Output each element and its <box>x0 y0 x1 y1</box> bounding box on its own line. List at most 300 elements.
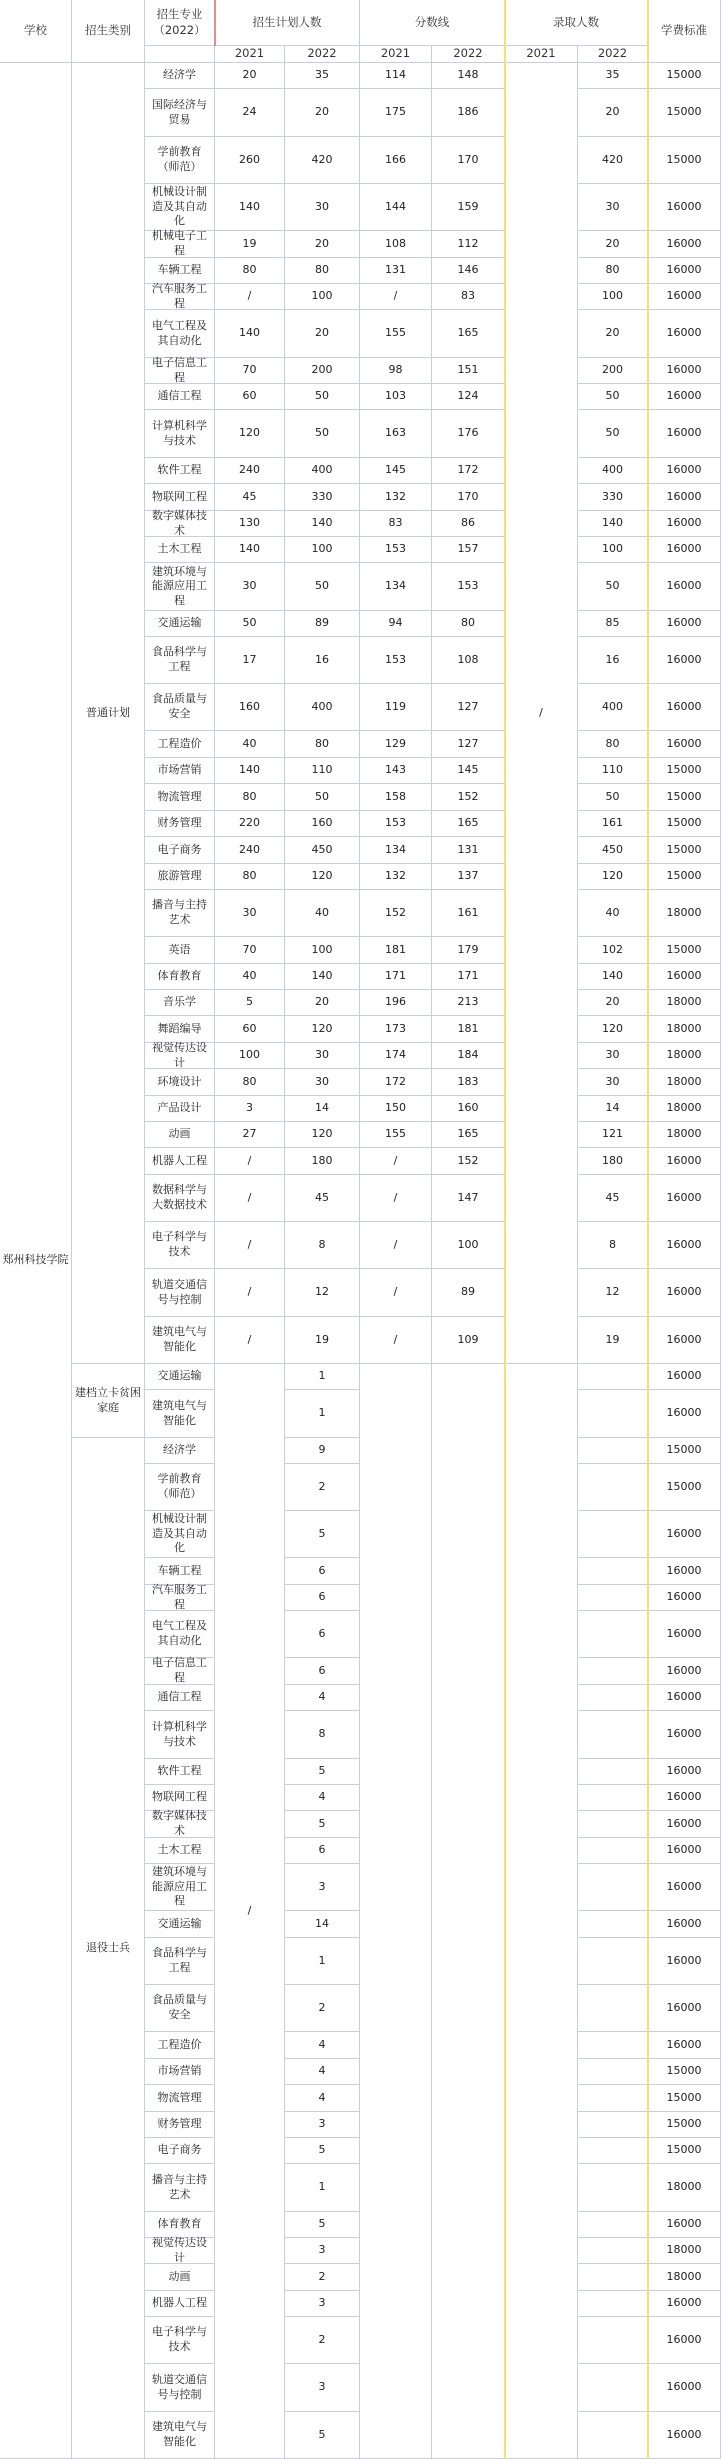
major-cell: 市场营销 <box>145 2059 215 2085</box>
major-cell: 音乐学 <box>145 990 215 1016</box>
major-cell: 汽车服务工程 <box>145 1585 215 1611</box>
category-cell: 普通计划 <box>72 63 145 1364</box>
score-2021-cell: 153 <box>360 811 432 837</box>
fee-cell: 16000 <box>648 184 721 231</box>
admit-2022-empty-cell <box>578 1558 648 1585</box>
plan-2022-cell: 120 <box>285 1122 360 1148</box>
score-2022-cell: 127 <box>432 684 505 731</box>
header-major-blank <box>145 46 215 63</box>
score-2022-cell: 109 <box>432 1317 505 1364</box>
admit-2021-special-merged-cell <box>505 1364 578 2459</box>
fee-cell: 16000 <box>648 1269 721 1317</box>
school-name-cell: 郑州科技学院 <box>0 63 72 2459</box>
admit-2022-cell: 400 <box>578 684 648 731</box>
plan-2022-cell: 5 <box>285 1759 360 1785</box>
admit-2022-cell: 40 <box>578 890 648 937</box>
plan-2022-cell: 3 <box>285 2291 360 2317</box>
admit-2022-cell: 400 <box>578 458 648 484</box>
admit-2022-empty-cell <box>578 2085 648 2112</box>
major-cell: 机械电子工程 <box>145 231 215 258</box>
plan-2022-cell: 5 <box>285 1811 360 1838</box>
fee-cell: 18000 <box>648 1096 721 1122</box>
plan-2022-cell: 400 <box>285 458 360 484</box>
fee-cell: 15000 <box>648 811 721 837</box>
admit-2022-cell: 30 <box>578 1043 648 1069</box>
major-cell: 软件工程 <box>145 1759 215 1785</box>
admit-2022-empty-cell <box>578 1759 648 1785</box>
score-2022-cell: 186 <box>432 89 505 137</box>
major-cell: 物流管理 <box>145 784 215 811</box>
score-2022-cell: 86 <box>432 511 505 537</box>
admit-2022-cell: 30 <box>578 1069 648 1096</box>
score-2022-cell: 137 <box>432 864 505 890</box>
fee-cell: 15000 <box>648 1464 721 1511</box>
admit-2022-cell: 120 <box>578 1016 648 1043</box>
plan-2021-cell: 260 <box>215 137 285 184</box>
plan-2022-cell: 40 <box>285 890 360 937</box>
plan-2021-cell: 50 <box>215 611 285 637</box>
admit-2022-empty-cell <box>578 1785 648 1811</box>
score-2021-cell: / <box>360 1269 432 1317</box>
major-cell: 交通运输 <box>145 1364 215 1390</box>
plan-2021-cell: 3 <box>215 1096 285 1122</box>
plan-2022-cell: 5 <box>285 2412 360 2459</box>
fee-cell: 16000 <box>648 358 721 384</box>
admit-2022-cell: 8 <box>578 1222 648 1269</box>
fee-cell: 16000 <box>648 458 721 484</box>
admit-2022-empty-cell <box>578 1864 648 1911</box>
fee-cell: 16000 <box>648 1585 721 1611</box>
major-cell: 视觉传达设计 <box>145 2238 215 2264</box>
plan-2022-cell: 6 <box>285 1611 360 1658</box>
score-2021-cell: 83 <box>360 511 432 537</box>
fee-cell: 16000 <box>648 1390 721 1438</box>
major-cell: 机械设计制造及其自动化 <box>145 184 215 231</box>
admit-2022-cell: 16 <box>578 637 648 684</box>
admit-2022-cell: 420 <box>578 137 648 184</box>
plan-2022-cell: 5 <box>285 1511 360 1558</box>
plan-2022-cell: 50 <box>285 410 360 458</box>
plan-2021-cell: 140 <box>215 184 285 231</box>
plan-2022-cell: 30 <box>285 1069 360 1096</box>
fee-cell: 16000 <box>648 731 721 758</box>
admit-2022-cell: 19 <box>578 1317 648 1364</box>
score-2022-cell: 83 <box>432 284 505 310</box>
fee-cell: 18000 <box>648 1043 721 1069</box>
score-2022-cell: 131 <box>432 837 505 864</box>
admit-2022-cell: 50 <box>578 563 648 611</box>
admit-2022-empty-cell <box>578 1464 648 1511</box>
plan-2022-cell: 20 <box>285 231 360 258</box>
plan-2021-cell: 140 <box>215 537 285 563</box>
plan-2022-cell: 100 <box>285 537 360 563</box>
plan-2022-cell: 8 <box>285 1222 360 1269</box>
fee-cell: 16000 <box>648 2291 721 2317</box>
admit-2022-empty-cell <box>578 1685 648 1711</box>
major-cell: 体育教育 <box>145 2212 215 2238</box>
plan-2022-cell: 160 <box>285 811 360 837</box>
plan-2021-cell: / <box>215 284 285 310</box>
fee-cell: 16000 <box>648 1317 721 1364</box>
score-2022-cell: 151 <box>432 358 505 384</box>
plan-2021-cell: 140 <box>215 758 285 784</box>
plan-2022-cell: 8 <box>285 1711 360 1759</box>
major-cell: 建筑电气与智能化 <box>145 1317 215 1364</box>
score-2022-cell: 179 <box>432 937 505 964</box>
major-cell: 播音与主持艺术 <box>145 2164 215 2212</box>
score-2021-cell: 94 <box>360 611 432 637</box>
fee-cell: 16000 <box>648 637 721 684</box>
plan-2021-cell: 70 <box>215 358 285 384</box>
plan-2022-cell: 400 <box>285 684 360 731</box>
fee-cell: 15000 <box>648 2059 721 2085</box>
score-2021-special-merged-cell <box>360 1364 432 2459</box>
score-2021-cell: 174 <box>360 1043 432 1069</box>
major-cell: 工程造价 <box>145 2032 215 2059</box>
plan-2022-cell: 19 <box>285 1317 360 1364</box>
admit-2022-cell: 20 <box>578 990 648 1016</box>
major-cell: 电子科学与技术 <box>145 2317 215 2364</box>
admit-2022-empty-cell <box>578 2291 648 2317</box>
score-2022-cell: 80 <box>432 611 505 637</box>
admit-2022-empty-cell <box>578 2317 648 2364</box>
major-cell: 学前教育（师范） <box>145 1464 215 1511</box>
score-2021-cell: / <box>360 1317 432 1364</box>
plan-2022-cell: 450 <box>285 837 360 864</box>
fee-cell: 16000 <box>648 1175 721 1222</box>
plan-2021-cell: 20 <box>215 63 285 89</box>
plan-2022-cell: 1 <box>285 2164 360 2212</box>
plan-2022-cell: 100 <box>285 937 360 964</box>
major-cell: 通信工程 <box>145 1685 215 1711</box>
score-2021-cell: / <box>360 1175 432 1222</box>
plan-2021-cell: 130 <box>215 511 285 537</box>
major-cell: 电气工程及其自动化 <box>145 310 215 358</box>
fee-cell: 16000 <box>648 310 721 358</box>
score-2021-cell: 175 <box>360 89 432 137</box>
plan-2022-cell: 14 <box>285 1096 360 1122</box>
score-2022-cell: 153 <box>432 563 505 611</box>
plan-2022-cell: 80 <box>285 258 360 284</box>
plan-2022-cell: 89 <box>285 611 360 637</box>
admit-2022-cell: 50 <box>578 410 648 458</box>
score-2022-cell: 176 <box>432 410 505 458</box>
major-cell: 车辆工程 <box>145 1558 215 1585</box>
admit-2022-empty-cell <box>578 2138 648 2164</box>
major-cell: 机器人工程 <box>145 1148 215 1175</box>
admit-2022-cell: 85 <box>578 611 648 637</box>
plan-2021-cell: 5 <box>215 990 285 1016</box>
admit-2022-empty-cell <box>578 2212 648 2238</box>
admit-2022-empty-cell <box>578 2164 648 2212</box>
fee-cell: 16000 <box>648 537 721 563</box>
plan-2021-cell: 240 <box>215 837 285 864</box>
plan-2022-cell: 20 <box>285 310 360 358</box>
score-2021-cell: 132 <box>360 484 432 511</box>
fee-cell: 18000 <box>648 890 721 937</box>
admit-2022-empty-cell <box>578 1511 648 1558</box>
score-2021-cell: 181 <box>360 937 432 964</box>
score-2021-cell: 196 <box>360 990 432 1016</box>
major-cell: 数字媒体技术 <box>145 511 215 537</box>
score-2021-cell: 119 <box>360 684 432 731</box>
score-2022-cell: 181 <box>432 1016 505 1043</box>
admit-2022-cell: 45 <box>578 1175 648 1222</box>
major-cell: 计算机科学与技术 <box>145 1711 215 1759</box>
fee-cell: 16000 <box>648 484 721 511</box>
major-cell: 建筑环境与能源应用工程 <box>145 563 215 611</box>
admit-2022-cell: 12 <box>578 1269 648 1317</box>
plan-2021-cell: / <box>215 1222 285 1269</box>
category-cell: 退役士兵 <box>72 1438 145 2459</box>
score-2021-cell: 132 <box>360 864 432 890</box>
score-2021-cell: 158 <box>360 784 432 811</box>
header-year-2022: 2022 <box>285 46 360 63</box>
major-cell: 经济学 <box>145 63 215 89</box>
plan-2021-cell: 45 <box>215 484 285 511</box>
major-cell: 经济学 <box>145 1438 215 1464</box>
plan-2021-cell: / <box>215 1175 285 1222</box>
score-2021-cell: 163 <box>360 410 432 458</box>
plan-2021-cell: 70 <box>215 937 285 964</box>
score-2021-cell: / <box>360 284 432 310</box>
fee-cell: 16000 <box>648 1911 721 1938</box>
major-cell: 数字媒体技术 <box>145 1811 215 1838</box>
plan-2022-cell: 12 <box>285 1269 360 1317</box>
major-cell: 土木工程 <box>145 537 215 563</box>
admit-2021-merged-cell: / <box>505 63 578 1364</box>
plan-2022-cell: 3 <box>285 2238 360 2264</box>
score-2021-cell: 171 <box>360 964 432 990</box>
score-2021-cell: 98 <box>360 358 432 384</box>
fee-cell: 15000 <box>648 864 721 890</box>
admit-2022-empty-cell <box>578 1911 648 1938</box>
plan-2022-cell: 20 <box>285 89 360 137</box>
score-2021-cell: 155 <box>360 1122 432 1148</box>
major-cell: 食品质量与安全 <box>145 684 215 731</box>
major-cell: 建筑电气与智能化 <box>145 2412 215 2459</box>
major-cell: 学前教育（师范） <box>145 137 215 184</box>
major-cell: 旅游管理 <box>145 864 215 890</box>
fee-cell: 15000 <box>648 2112 721 2138</box>
fee-cell: 16000 <box>648 1985 721 2032</box>
fee-cell: 16000 <box>648 2364 721 2412</box>
plan-2021-cell: 80 <box>215 258 285 284</box>
major-cell: 食品质量与安全 <box>145 1985 215 2032</box>
fee-cell: 16000 <box>648 611 721 637</box>
category-cell: 建档立卡贫困家庭 <box>72 1364 145 1438</box>
admit-2022-cell: 102 <box>578 937 648 964</box>
fee-cell: 15000 <box>648 937 721 964</box>
header-category: 招生类别 <box>72 0 145 63</box>
fee-cell: 16000 <box>648 2317 721 2364</box>
major-cell: 机械设计制造及其自动化 <box>145 1511 215 1558</box>
header-year-2021: 2021 <box>360 46 432 63</box>
major-cell: 建筑电气与智能化 <box>145 1390 215 1438</box>
plan-2021-cell: / <box>215 1269 285 1317</box>
major-cell: 食品科学与工程 <box>145 1938 215 1985</box>
major-cell: 通信工程 <box>145 384 215 410</box>
score-2022-cell: 100 <box>432 1222 505 1269</box>
plan-2022-cell: 4 <box>285 2059 360 2085</box>
score-2021-cell: 145 <box>360 458 432 484</box>
score-2021-cell: 152 <box>360 890 432 937</box>
plan-2022-cell: 140 <box>285 511 360 537</box>
header-accent-red <box>214 0 216 46</box>
score-2022-cell: 89 <box>432 1269 505 1317</box>
score-2022-cell: 108 <box>432 637 505 684</box>
plan-2022-cell: 1 <box>285 1390 360 1438</box>
fee-cell: 16000 <box>648 1864 721 1911</box>
major-cell: 物流管理 <box>145 2085 215 2112</box>
header-plan: 招生计划人数 <box>215 0 360 46</box>
major-cell: 国际经济与贸易 <box>145 89 215 137</box>
plan-2021-cell: 27 <box>215 1122 285 1148</box>
admit-2022-empty-cell <box>578 2412 648 2459</box>
admit-2022-cell: 35 <box>578 63 648 89</box>
major-cell: 动画 <box>145 2264 215 2291</box>
plan-2022-cell: 420 <box>285 137 360 184</box>
score-2021-cell: 134 <box>360 563 432 611</box>
plan-2022-cell: 30 <box>285 1043 360 1069</box>
plan-2021-cell: 60 <box>215 1016 285 1043</box>
admit-2022-empty-cell <box>578 1611 648 1658</box>
fee-cell: 18000 <box>648 990 721 1016</box>
fee-cell: 16000 <box>648 231 721 258</box>
plan-2022-cell: 6 <box>285 1658 360 1685</box>
score-2022-cell: 170 <box>432 137 505 184</box>
admit-2022-cell: 121 <box>578 1122 648 1148</box>
major-cell: 计算机科学与技术 <box>145 410 215 458</box>
admit-2022-empty-cell <box>578 2264 648 2291</box>
admit-2022-cell: 161 <box>578 811 648 837</box>
fee-cell: 15000 <box>648 758 721 784</box>
plan-2022-cell: 5 <box>285 2212 360 2238</box>
score-2021-cell: 150 <box>360 1096 432 1122</box>
fee-cell: 16000 <box>648 384 721 410</box>
score-2021-cell: 134 <box>360 837 432 864</box>
column-accent-yellow <box>504 0 506 2459</box>
fee-cell: 16000 <box>648 1658 721 1685</box>
admit-2022-cell: 14 <box>578 1096 648 1122</box>
plan-2022-cell: 120 <box>285 864 360 890</box>
admit-2022-cell: 140 <box>578 964 648 990</box>
plan-2021-cell: 24 <box>215 89 285 137</box>
admit-2022-cell: 50 <box>578 784 648 811</box>
fee-cell: 16000 <box>648 2212 721 2238</box>
score-2021-cell: 103 <box>360 384 432 410</box>
header-score: 分数线 <box>360 0 505 46</box>
fee-cell: 16000 <box>648 1711 721 1759</box>
admit-2022-empty-cell <box>578 1811 648 1838</box>
plan-2021-cell: 240 <box>215 458 285 484</box>
plan-2021-special-merged-cell: / <box>215 1364 285 2459</box>
admit-2022-cell: 450 <box>578 837 648 864</box>
plan-2022-cell: 50 <box>285 563 360 611</box>
plan-2022-cell: 1 <box>285 1364 360 1390</box>
plan-2022-cell: 180 <box>285 1148 360 1175</box>
fee-cell: 16000 <box>648 1759 721 1785</box>
major-cell: 舞蹈编导 <box>145 1016 215 1043</box>
plan-2022-cell: 14 <box>285 1911 360 1938</box>
major-cell: 电气工程及其自动化 <box>145 1611 215 1658</box>
plan-2021-cell: 80 <box>215 864 285 890</box>
major-cell: 交通运输 <box>145 1911 215 1938</box>
fee-cell: 16000 <box>648 1785 721 1811</box>
plan-2022-cell: 1 <box>285 1938 360 1985</box>
admit-2022-empty-cell <box>578 1585 648 1611</box>
major-cell: 电子信息工程 <box>145 358 215 384</box>
score-2021-cell: 173 <box>360 1016 432 1043</box>
score-2022-cell: 112 <box>432 231 505 258</box>
score-2022-cell: 157 <box>432 537 505 563</box>
major-cell: 财务管理 <box>145 2112 215 2138</box>
fee-cell: 16000 <box>648 284 721 310</box>
plan-2021-cell: 140 <box>215 310 285 358</box>
fee-cell: 16000 <box>648 1811 721 1838</box>
fee-cell: 15000 <box>648 1438 721 1464</box>
fee-cell: 16000 <box>648 511 721 537</box>
major-cell: 产品设计 <box>145 1096 215 1122</box>
plan-2021-cell: 30 <box>215 563 285 611</box>
plan-2022-cell: 80 <box>285 731 360 758</box>
fee-cell: 16000 <box>648 410 721 458</box>
admit-2022-empty-cell <box>578 1390 648 1438</box>
major-cell: 物联网工程 <box>145 1785 215 1811</box>
plan-2021-cell: 60 <box>215 384 285 410</box>
score-2022-cell: 165 <box>432 1122 505 1148</box>
plan-2021-cell: 120 <box>215 410 285 458</box>
major-cell: 轨道交通信号与控制 <box>145 2364 215 2412</box>
score-2022-cell: 184 <box>432 1043 505 1069</box>
plan-2022-cell: 4 <box>285 1785 360 1811</box>
fee-cell: 16000 <box>648 258 721 284</box>
fee-cell: 16000 <box>648 684 721 731</box>
score-2022-cell: 147 <box>432 1175 505 1222</box>
major-cell: 财务管理 <box>145 811 215 837</box>
admit-2022-empty-cell <box>578 1985 648 2032</box>
major-cell: 市场营销 <box>145 758 215 784</box>
score-2021-cell: 144 <box>360 184 432 231</box>
plan-2022-cell: 45 <box>285 1175 360 1222</box>
major-cell: 工程造价 <box>145 731 215 758</box>
score-2022-cell: 161 <box>432 890 505 937</box>
score-2022-cell: 145 <box>432 758 505 784</box>
score-2021-cell: / <box>360 1222 432 1269</box>
plan-2022-cell: 4 <box>285 2032 360 2059</box>
admit-2022-empty-cell <box>578 2238 648 2264</box>
admit-2022-cell: 80 <box>578 258 648 284</box>
score-2022-cell: 160 <box>432 1096 505 1122</box>
admit-2022-empty-cell <box>578 2059 648 2085</box>
plan-2022-cell: 3 <box>285 2112 360 2138</box>
fee-cell: 16000 <box>648 1511 721 1558</box>
header-school: 学校 <box>0 0 72 63</box>
major-cell: 机器人工程 <box>145 2291 215 2317</box>
plan-2022-cell: 110 <box>285 758 360 784</box>
major-cell: 播音与主持艺术 <box>145 890 215 937</box>
plan-2022-cell: 9 <box>285 1438 360 1464</box>
score-2022-cell: 170 <box>432 484 505 511</box>
admit-2022-cell: 100 <box>578 284 648 310</box>
admit-2022-empty-cell <box>578 2032 648 2059</box>
major-cell: 动画 <box>145 1122 215 1148</box>
major-cell: 电子商务 <box>145 837 215 864</box>
admit-2022-empty-cell <box>578 1838 648 1864</box>
admit-2022-cell: 180 <box>578 1148 648 1175</box>
major-cell: 建筑环境与能源应用工程 <box>145 1864 215 1911</box>
admit-2022-empty-cell <box>578 1364 648 1390</box>
